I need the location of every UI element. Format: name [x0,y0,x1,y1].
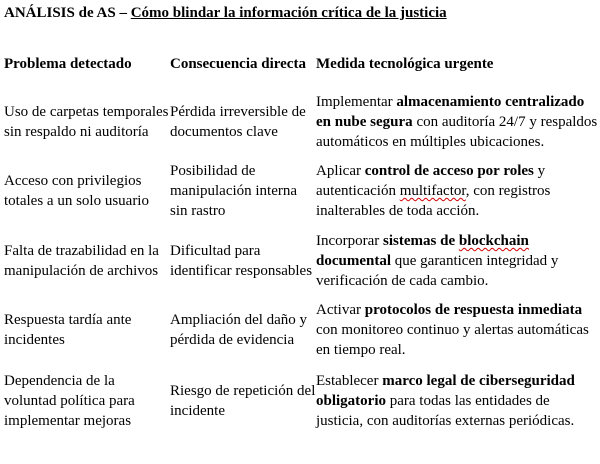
header-problem: Problema detectado [4,56,132,72]
consequence-cell: Dificultad para identificar responsables [170,243,313,279]
measure-cell [316,160,600,222]
problem-cell: Falta de trazabilidad en la manipulación de archivos [4,243,159,279]
table-row [4,300,600,360]
title-prefix: ANÁLISIS de AS [4,5,116,21]
table-row [4,360,600,442]
header-measure: Medida tecnológica urgente [316,56,494,72]
table-row [4,222,600,300]
measure-text: Establecer [316,373,383,389]
measure-text: que garanticen integridad y verificación de cada cambio. [316,253,559,289]
measure-text: Implementar [316,94,397,110]
measure-text: y autenticación [316,163,546,199]
document-title [4,3,600,23]
measure-emphasis: sistemas de [383,233,459,249]
measure-emphasis: documental [316,253,391,269]
problem-cell: Respuesta tardía ante incidentes [4,312,132,348]
measure-cell [316,84,600,160]
analysis-table [4,44,600,442]
measure-text: para todas las entidades de justicia, con auditorías externas periódicas. [316,393,575,429]
consequence-cell: Riesgo de repetición del incidente [170,383,316,419]
measure-text: con auditoría 24/7 y respaldos automáticos en múltiples ubicaciones. [316,114,598,150]
consequence-cell: Pérdida irreversible de documentos clave [170,104,306,140]
table-row [4,160,600,222]
problem-cell: Uso de carpetas temporales sin respaldo ni auditoría [4,104,169,140]
measure-text: Activar [316,302,365,318]
measure-emphasis: almacenamiento centralizado en nube segura [316,94,585,130]
problem-cell: Dependencia de la voluntad política para implementar mejoras [4,373,135,429]
table-header-row [4,44,600,84]
measure-cell [316,300,600,360]
measure-text: Aplicar [316,163,365,179]
header-consequence: Consecuencia directa [170,56,306,72]
spellcheck-word: multifactor [399,183,466,199]
measure-cell [316,222,600,300]
measure-cell [316,360,600,442]
problem-cell: Acceso con privilegios totales a un solo usuario [4,173,149,209]
measure-text: , con registros inalterables de toda acción. [316,183,551,219]
title-subtitle: Cómo blindar la información crítica de la justicia [130,5,447,21]
consequence-cell: Ampliación del daño y pérdida de evidencia [170,312,308,348]
spellcheck-word: blockchain [458,233,529,249]
measure-emphasis: control de acceso por roles [364,163,534,179]
title-separator: – [115,5,131,21]
consequence-cell: Posibilidad de manipulación interna sin rastro [170,163,298,219]
measure-emphasis: marco legal de ciberseguridad obligatorio [316,373,575,409]
table-row [4,84,600,160]
measure-text: con monitoreo continuo y alertas automáticas en tiempo real. [316,322,589,358]
measure-text: Incorporar [316,233,384,249]
measure-emphasis: protocolos de respuesta inmediata [364,302,583,318]
